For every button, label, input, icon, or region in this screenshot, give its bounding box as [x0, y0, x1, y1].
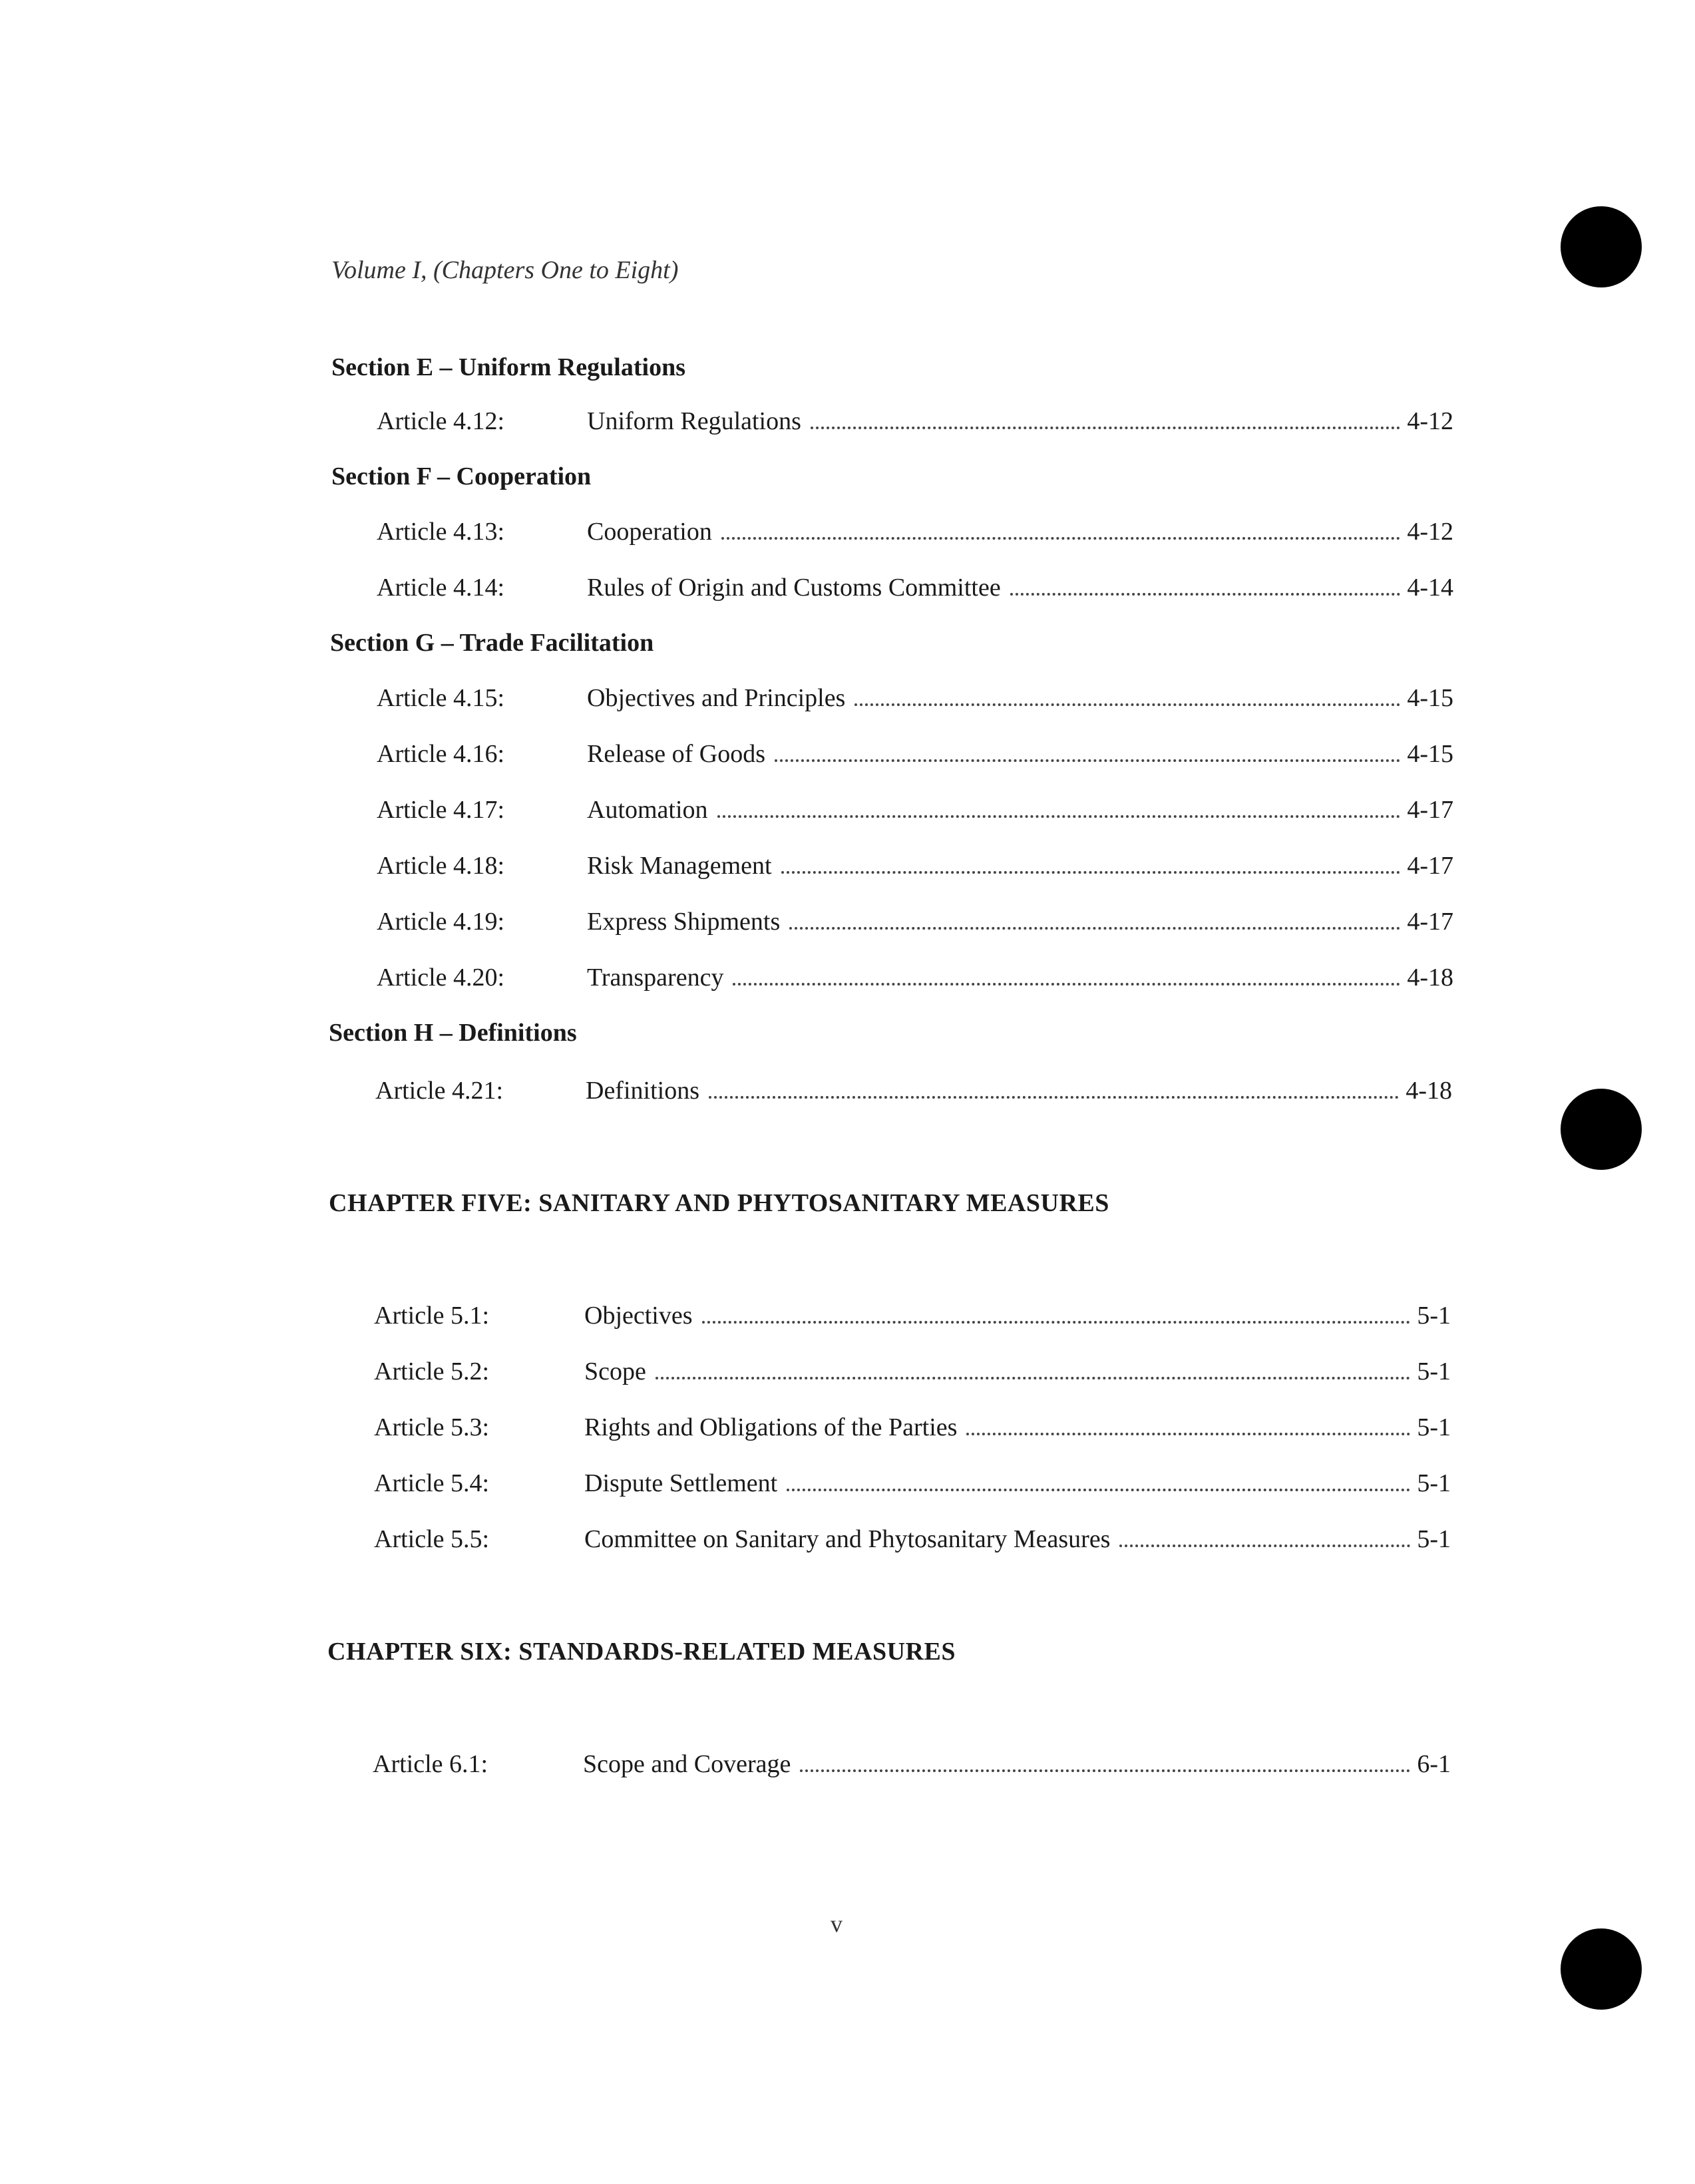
section-heading-h: Section H – Definitions [329, 1019, 577, 1047]
article-number: Article 4.18: [377, 852, 505, 880]
article-title: Committee on Sanitary and Phytosanitary Measures [584, 1525, 1111, 1553]
dot-leader [1119, 1545, 1410, 1547]
page-number: v [831, 1911, 843, 1937]
toc-row[interactable] [374, 1412, 1451, 1443]
toc-row[interactable] [374, 1300, 1451, 1331]
article-title: Cooperation [587, 518, 712, 546]
toc-row[interactable] [373, 1749, 1451, 1779]
toc-row[interactable] [377, 739, 1453, 769]
article-number: Article 4.17: [377, 796, 505, 824]
article-number: Article 4.19: [377, 908, 505, 936]
page-reference: 4-18 [1406, 1077, 1452, 1105]
article-title: Risk Management [587, 852, 772, 880]
page-reference: 4-15 [1407, 740, 1453, 768]
chapter-five-heading: CHAPTER FIVE: SANITARY AND PHYTOSANITARY MEASURES [329, 1189, 1109, 1217]
punch-hole-top [1561, 206, 1642, 287]
article-number: Article 5.2: [374, 1358, 490, 1385]
chapter-six-heading: CHAPTER SIX: STANDARDS-RELATED MEASURES [327, 1638, 956, 1666]
article-number: Article 5.3: [374, 1413, 490, 1441]
dot-leader [709, 1096, 1399, 1099]
page-reference: 5-1 [1417, 1413, 1451, 1441]
article-number: Article 4.21: [375, 1077, 504, 1105]
dot-leader [789, 927, 1400, 930]
page-reference: 4-17 [1407, 852, 1453, 880]
article-number: Article 4.13: [377, 518, 505, 546]
article-title: Dispute Settlement [584, 1469, 778, 1497]
page-reference: 4-12 [1407, 518, 1453, 546]
toc-row[interactable] [377, 572, 1453, 603]
article-number: Article 4.16: [377, 740, 505, 768]
page-reference: 4-17 [1407, 796, 1453, 824]
page-reference: 5-1 [1417, 1469, 1451, 1497]
article-title: Rules of Origin and Customs Committee [587, 574, 1001, 602]
article-title: Objectives and Principles [587, 684, 846, 712]
article-title: Automation [587, 796, 708, 824]
article-number: Article 5.5: [374, 1525, 490, 1553]
dot-leader [781, 871, 1401, 874]
toc-row[interactable] [377, 906, 1453, 937]
toc-row[interactable] [374, 1356, 1451, 1387]
article-number: Article 5.4: [374, 1469, 490, 1497]
dot-leader [656, 1377, 1410, 1379]
page-reference: 4-15 [1407, 684, 1453, 712]
article-title: Rights and Obligations of the Parties [584, 1413, 958, 1441]
article-number: Article 4.15: [377, 684, 505, 712]
article-title: Release of Goods [587, 740, 766, 768]
dot-leader [733, 983, 1400, 986]
dot-leader [811, 427, 1400, 429]
page-reference: 5-1 [1417, 1525, 1451, 1553]
dot-leader [702, 1321, 1411, 1324]
article-number: Article 4.12: [377, 407, 505, 435]
page-reference: 6-1 [1417, 1750, 1451, 1778]
page-reference: 5-1 [1417, 1358, 1451, 1385]
article-number: Article 4.20: [377, 964, 505, 992]
article-number: Article 6.1: [373, 1750, 488, 1778]
article-number: Article 4.14: [377, 574, 505, 602]
toc-row[interactable] [374, 1468, 1451, 1499]
toc-row[interactable] [377, 683, 1453, 713]
dot-leader [775, 759, 1400, 762]
toc-row[interactable] [377, 962, 1453, 993]
running-header: Volume I, (Chapters One to Eight) [331, 256, 679, 284]
punch-hole-bottom [1561, 1928, 1642, 2010]
page-reference: 4-14 [1407, 574, 1453, 602]
dot-leader [721, 537, 1400, 540]
section-heading-e: Section E – Uniform Regulations [331, 353, 685, 381]
article-number: Article 5.1: [374, 1302, 490, 1330]
section-heading-g: Section G – Trade Facilitation [330, 629, 654, 657]
toc-row[interactable] [377, 406, 1453, 437]
article-title: Scope [584, 1358, 646, 1385]
toc-row[interactable] [374, 1524, 1451, 1554]
dot-leader [800, 1769, 1410, 1772]
dot-leader [717, 815, 1401, 818]
article-title: Express Shipments [587, 908, 781, 936]
dot-leader [854, 703, 1400, 706]
toc-row[interactable] [377, 516, 1453, 547]
page-reference: 4-17 [1407, 908, 1453, 936]
page-reference: 5-1 [1417, 1302, 1451, 1330]
article-title: Transparency [587, 964, 724, 992]
section-heading-f: Section F – Cooperation [331, 462, 592, 490]
dot-leader [1010, 593, 1401, 596]
dot-leader [787, 1489, 1410, 1491]
article-title: Objectives [584, 1302, 693, 1330]
page-reference: 4-12 [1407, 407, 1453, 435]
article-title: Definitions [586, 1077, 699, 1105]
dot-leader [966, 1433, 1410, 1435]
toc-row[interactable] [377, 850, 1453, 881]
page-reference: 4-18 [1407, 964, 1453, 992]
toc-row[interactable] [375, 1075, 1452, 1106]
article-title: Scope and Coverage [583, 1750, 791, 1778]
toc-row[interactable] [377, 795, 1453, 825]
punch-hole-middle [1561, 1089, 1642, 1170]
article-title: Uniform Regulations [587, 407, 801, 435]
